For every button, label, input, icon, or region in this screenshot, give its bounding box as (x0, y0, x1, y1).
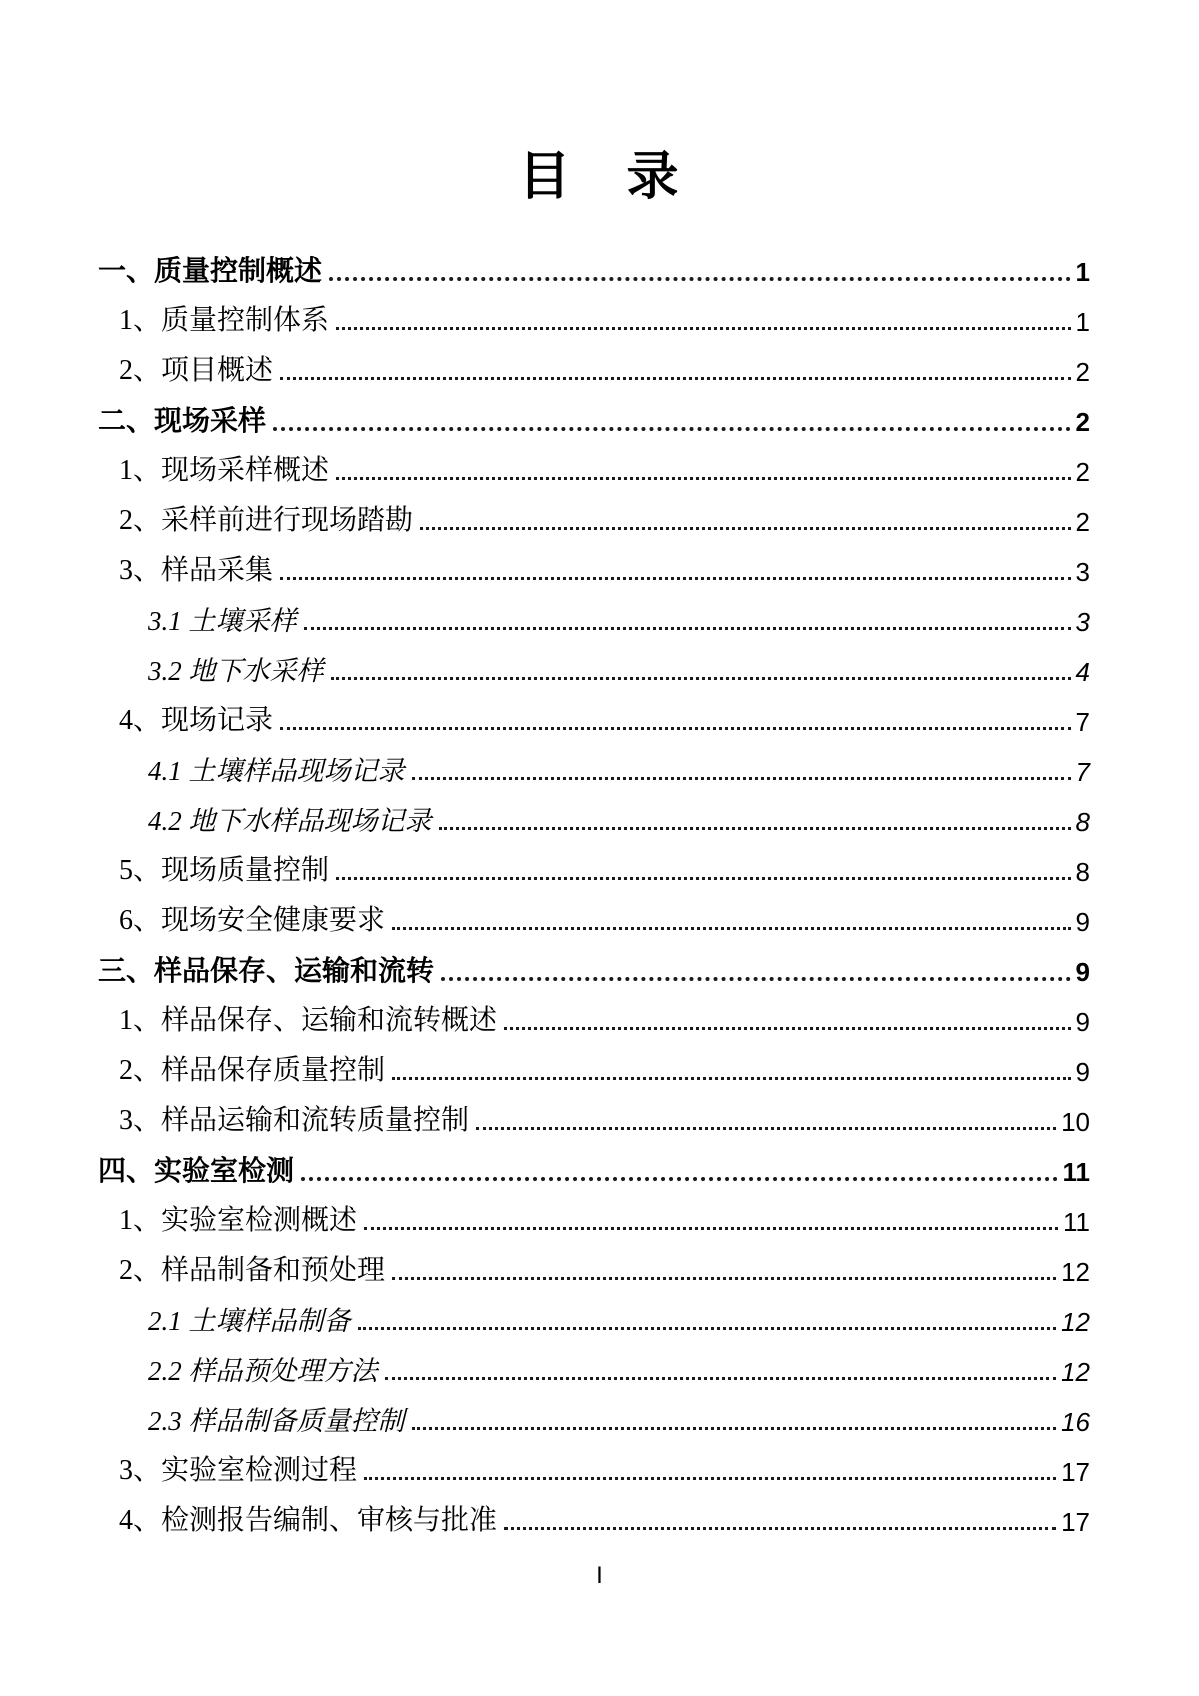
toc-entry-label: 二、现场采样 (98, 405, 267, 436)
toc-entry[interactable] (98, 888, 1090, 938)
toc-entry[interactable] (98, 288, 1090, 338)
toc-entry-page: 17 (1061, 1457, 1090, 1487)
dot-leader (420, 527, 1071, 530)
toc-entry-label: 三、样品保存、运输和流转 (98, 955, 435, 986)
toc-entry-page: 16 (1061, 1407, 1090, 1437)
dot-leader (392, 1277, 1056, 1280)
toc-entry[interactable] (98, 838, 1090, 888)
toc-entry[interactable] (98, 388, 1090, 438)
dot-leader (336, 327, 1071, 330)
dot-leader (385, 1377, 1057, 1380)
toc-entry-page: 9 (1075, 907, 1090, 937)
toc-entry-label: 2、项目概述 (119, 355, 274, 386)
toc-entry-label: 3、样品采集 (119, 555, 274, 586)
dot-leader (392, 1077, 1071, 1080)
toc-entry[interactable] (98, 1238, 1090, 1288)
toc-entry[interactable] (98, 588, 1090, 638)
dot-leader (504, 1027, 1071, 1030)
toc-entry-page: 12 (1061, 1257, 1090, 1287)
toc-entry-label: 4、检测报告编制、审核与批准 (119, 1505, 498, 1536)
toc-entry-label: 四、实验室检测 (98, 1155, 295, 1186)
toc-entry-label: 1、样品保存、运输和流转概述 (119, 1005, 498, 1036)
toc-entry[interactable] (98, 1088, 1090, 1138)
toc-entry-page: 2 (1075, 357, 1090, 387)
toc-entry[interactable] (98, 1038, 1090, 1088)
toc-entry-page: 3 (1075, 607, 1090, 637)
dot-leader (301, 1177, 1057, 1181)
toc-entry[interactable] (98, 938, 1090, 988)
toc-entry-page: 11 (1062, 1157, 1090, 1187)
toc-entry-page: 8 (1075, 807, 1090, 837)
dot-leader (336, 877, 1071, 880)
toc-entry[interactable] (98, 1288, 1090, 1338)
toc-entry-label: 3.1 土壤采样 (148, 606, 297, 636)
toc-entry-page: 9 (1075, 957, 1090, 987)
dot-leader (412, 1427, 1057, 1430)
toc-entry-label: 3.2 地下水采样 (148, 656, 324, 686)
toc-entry-page: 9 (1075, 1057, 1090, 1087)
toc-entry[interactable] (98, 1388, 1090, 1438)
toc-entry[interactable] (98, 1488, 1090, 1538)
toc-entry-page: 12 (1061, 1357, 1090, 1387)
dot-leader (280, 377, 1071, 380)
toc-entry-page: 12 (1061, 1307, 1090, 1337)
footer-page-number: I (596, 1562, 603, 1589)
toc-entry[interactable] (98, 1338, 1090, 1388)
dot-leader (273, 427, 1071, 431)
toc-entry-page: 11 (1063, 1207, 1090, 1237)
toc-list (98, 238, 1090, 1538)
dot-leader (336, 477, 1071, 480)
dot-leader (358, 1327, 1057, 1330)
dot-leader (304, 627, 1071, 630)
dot-leader (364, 1477, 1056, 1480)
toc-entry[interactable] (98, 488, 1090, 538)
toc-entry-page: 3 (1075, 557, 1090, 587)
toc-entry-label: 1、实验室检测概述 (119, 1205, 358, 1236)
toc-entry[interactable] (98, 1438, 1090, 1488)
toc-entry-label: 2.2 样品预处理方法 (148, 1356, 378, 1386)
dot-leader (412, 777, 1071, 780)
toc-entry-label: 1、现场采样概述 (119, 455, 330, 486)
dot-leader (476, 1127, 1056, 1130)
toc-entry-label: 2.1 土壤样品制备 (148, 1306, 351, 1336)
toc-entry-label: 2、采样前进行现场踏勘 (119, 505, 414, 536)
dot-leader (439, 827, 1071, 830)
toc-entry[interactable] (98, 688, 1090, 738)
toc-entry-page: 17 (1061, 1507, 1090, 1537)
toc-entry[interactable] (98, 738, 1090, 788)
toc-entry-label: 5、现场质量控制 (119, 855, 330, 886)
toc-entry-page: 2 (1075, 457, 1090, 487)
toc-entry-label: 4、现场记录 (119, 705, 274, 736)
toc-entry-label: 1、质量控制体系 (119, 305, 330, 336)
toc-entry-page: 4 (1075, 657, 1090, 687)
toc-entry-label: 4.2 地下水样品现场记录 (148, 806, 432, 836)
dot-leader (364, 1227, 1058, 1230)
toc-entry-page: 2 (1075, 407, 1090, 437)
toc-entry[interactable] (98, 238, 1090, 288)
dot-leader (331, 677, 1071, 680)
toc-entry-page: 1 (1075, 257, 1090, 287)
toc-entry[interactable] (98, 1188, 1090, 1238)
toc-entry-page: 10 (1061, 1107, 1090, 1137)
toc-entry[interactable] (98, 788, 1090, 838)
toc-entry-label: 3、实验室检测过程 (119, 1455, 358, 1486)
toc-entry-label: 2、样品制备和预处理 (119, 1255, 386, 1286)
toc-entry[interactable] (98, 338, 1090, 388)
toc-entry[interactable] (98, 988, 1090, 1038)
dot-leader (329, 277, 1071, 281)
toc-entry[interactable] (98, 638, 1090, 688)
page-title: 目 录 (518, 149, 681, 206)
toc-entry-label: 一、质量控制概述 (98, 255, 323, 286)
toc-entry[interactable] (98, 438, 1090, 488)
toc-entry-label: 4.1 土壤样品现场记录 (148, 756, 405, 786)
toc-entry-label: 2.3 样品制备质量控制 (148, 1406, 405, 1436)
toc-entry-page: 7 (1075, 757, 1090, 787)
dot-leader (280, 577, 1071, 580)
dot-leader (504, 1527, 1056, 1530)
toc-entry-page: 8 (1075, 857, 1090, 887)
toc-entry[interactable] (98, 1138, 1090, 1188)
toc-entry-label: 2、样品保存质量控制 (119, 1055, 386, 1086)
dot-leader (280, 727, 1071, 730)
toc-entry[interactable] (98, 538, 1090, 588)
toc-entry-label: 6、现场安全健康要求 (119, 905, 386, 936)
toc-entry-page: 1 (1075, 307, 1090, 337)
toc-entry-page: 9 (1075, 1007, 1090, 1037)
toc-entry-page: 7 (1075, 707, 1090, 737)
dot-leader (392, 927, 1071, 930)
toc-entry-label: 3、样品运输和流转质量控制 (119, 1105, 470, 1136)
toc-entry-page: 2 (1075, 507, 1090, 537)
dot-leader (441, 977, 1071, 981)
